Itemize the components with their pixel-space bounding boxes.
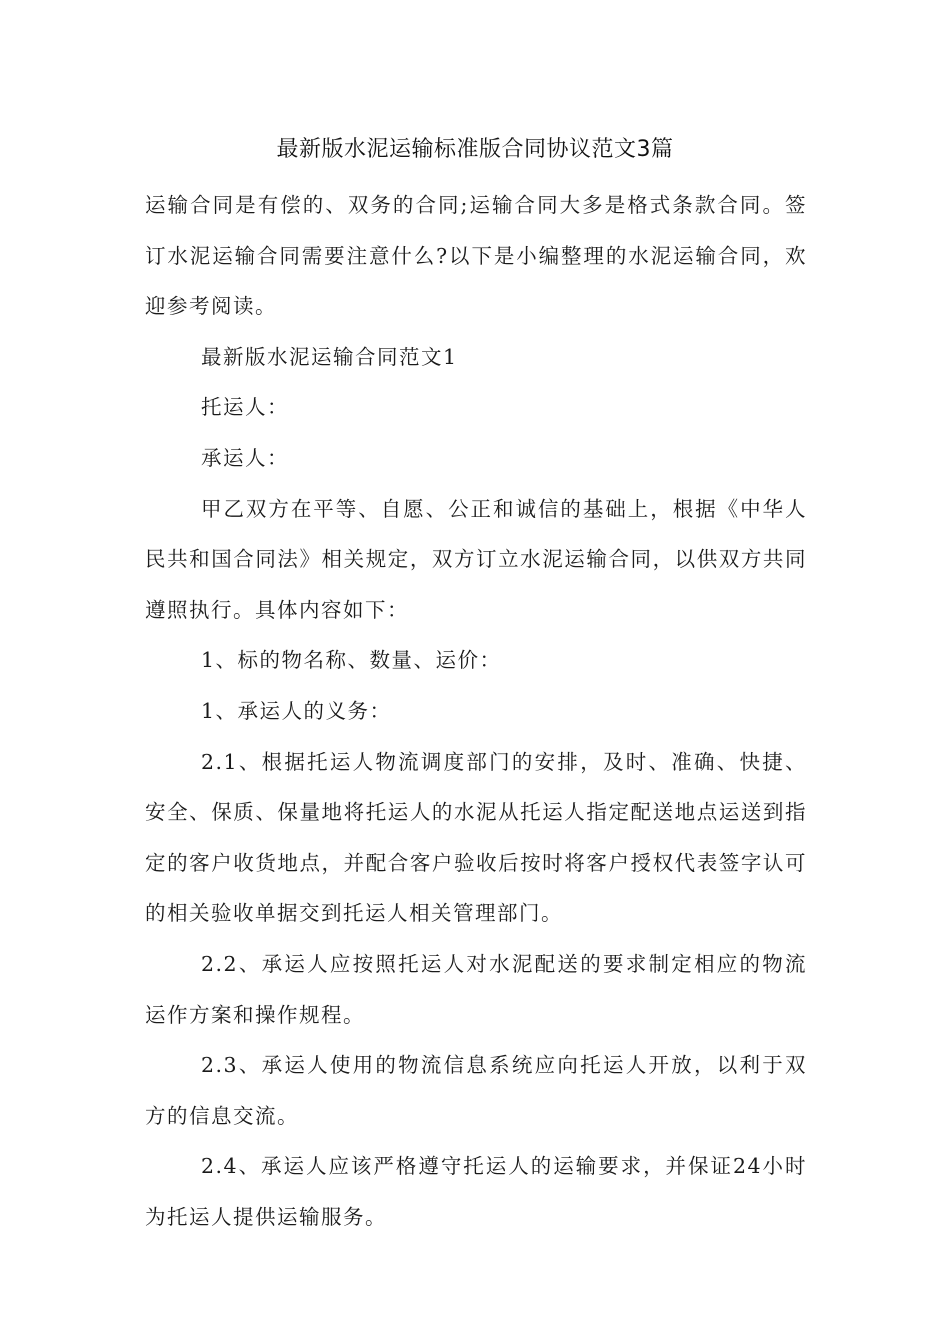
clause-subject: 1、标的物名称、数量、运价： — [201, 648, 502, 673]
clause-carrier-obligations: 1、承运人的义务： — [201, 698, 392, 723]
intro-paragraph: 运输合同是有偿的、双务的合同;运输合同大多是格式条款合同。签订水泥运输合同需要注意什么?以下是小编整理的水泥运输合同，欢迎参考阅读。 — [145, 193, 807, 319]
clause-2-2: 2.2、承运人应按照托运人对水泥配送的要求制定相应的物流运作方案和操作规程。 — [145, 951, 807, 1027]
clause-2-3: 2.3、承运人使用的物流信息系统应向托运人开放，以利于双方的信息交流。 — [145, 1053, 807, 1128]
clause-2-1: 2.1、根据托运人物流调度部门的安排，及时、准确、快捷、安全、保质、保量地将托运人的水泥从托运人指定配送地点运送到指定的客户收货地点，并配合客户验收后按时将客户授权代表签字认可的相关验收单据交到托运人相关管理部门。 — [145, 749, 807, 926]
preamble-paragraph: 甲乙双方在平等、自愿、公正和诚信的基础上，根据《中华人民共和国合同法》相关规定，双方订立水泥运输合同，以供双方共同遵照执行。具体内容如下： — [145, 496, 807, 622]
shipper-field: 托运人： — [201, 395, 289, 420]
carrier-field: 承运人： — [201, 445, 289, 470]
clause-2-4: 2.4、承运人应该严格遵守托运人的运输要求，并保证24小时为托运人提供运输服务。 — [145, 1154, 807, 1229]
document-body — [145, 180, 807, 1242]
contract-heading: 最新版水泥运输合同范文1 — [201, 344, 458, 369]
document-title: 最新版水泥运输标准版合同协议范文3篇 — [276, 137, 674, 162]
